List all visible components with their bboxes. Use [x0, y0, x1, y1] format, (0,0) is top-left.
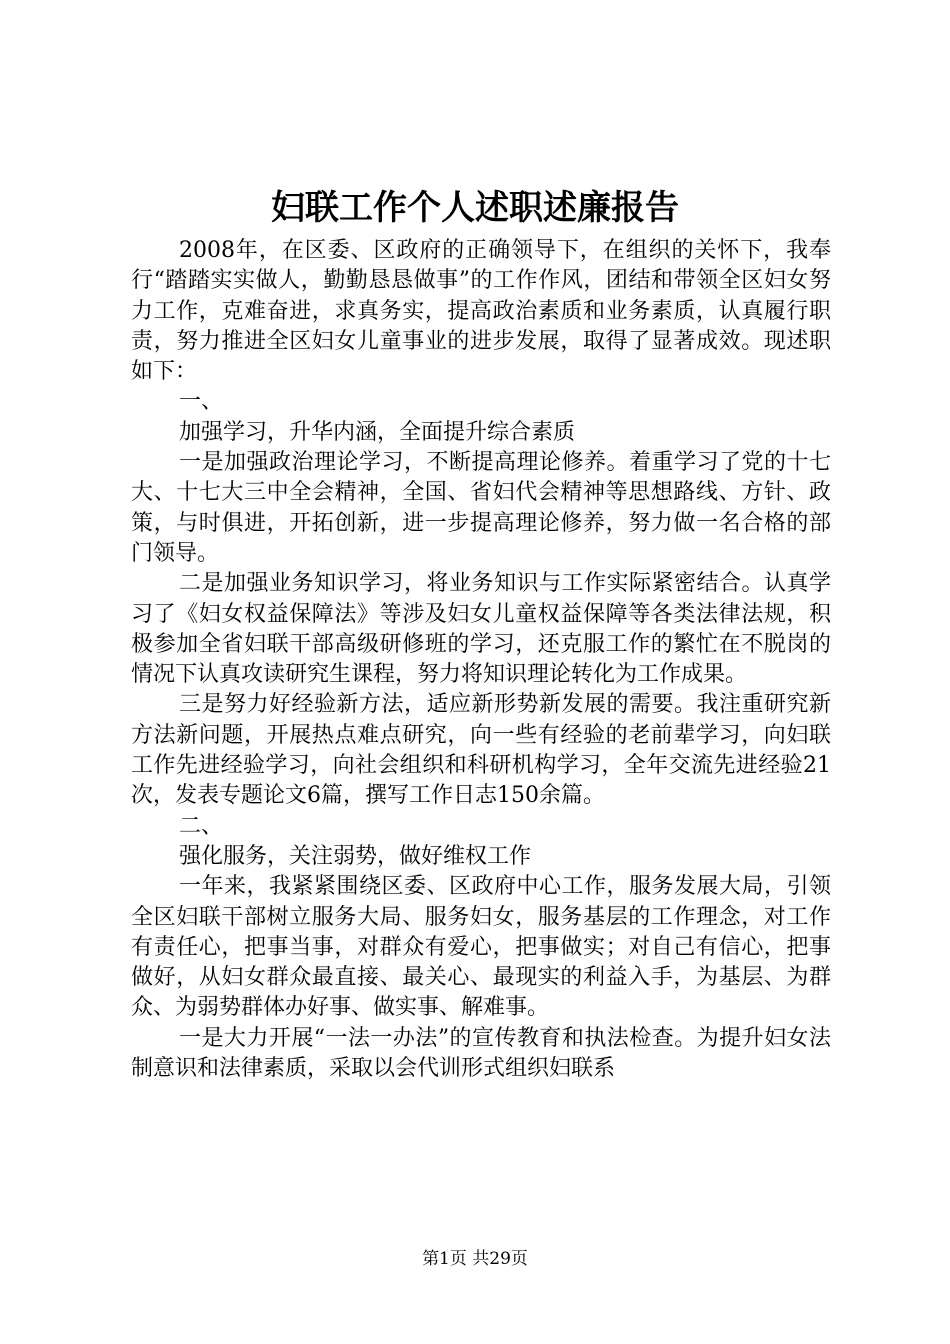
paragraph-2-intro: 一年来，我紧紧围绕区委、区政府中心工作，服务发展大局，引领全区妇联干部树立服务大局、服务妇女，服务基层的工作理念，对工作有责任心，把事当事，对群众有爱心，把事做实；对自己有信心，把事做好，从妇女群众最直接、最关心、最现实的利益入手，为基层、为群众、为弱势群体办好事、做实事、解难事。: [131, 874, 831, 1021]
paragraph-1-2: 二是加强业务知识学习，将业务知识与工作实际紧密结合。认真学习了《妇女权益保障法》等涉及妇女儿童权益保障等各类法律法规，积极参加全省妇联干部高级研修班的学习，还克服工作的繁忙在不脱岗的情况下认真攻读研究生课程，努力将知识理论转化为工作成果。: [131, 571, 831, 688]
document-title: 妇联工作个人述职述廉报告: [271, 188, 679, 228]
paragraph-2-1: 一是大力开展“一法一办法”的宣传教育和执法检查。为提升妇女法制意识和法律素质，采取以会代训形式组织妇联系: [131, 1025, 831, 1082]
paragraph-intro: 2008年，在区委、区政府的正确领导下，在组织的关怀下，我奉行“踏踏实实做人，勤勤恳恳做事”的工作作风，团结和带领全区妇女努力工作，克难奋进，求真务实，提高政治素质和业务素质，认真履行职责，努力推进全区妇女儿童事业的进步发展，取得了显著成效。现述职如下：: [131, 238, 831, 385]
paragraph-1-3: 三是努力好经验新方法，适应新形势新发展的需要。我注重研究新方法新问题，开展热点难点研究，向一些有经验的老前辈学习，向妇联工作先进经验学习，向社会组织和科研机构学习，全年交流先进经验21次，发表专题论文6篇，撰写工作日志150余篇。: [131, 692, 831, 809]
section-number-2: 二、: [179, 813, 224, 839]
section-heading-2: 强化服务，关注弱势，做好维权工作: [179, 843, 532, 869]
paragraph-1-1: 一是加强政治理论学习，不断提高理论修养。着重学习了党的十七大、十七大三中全会精神，全国、省妇代会精神等思想路线、方针、政策，与时俱进，开拓创新，进一步提高理论修养，努力做一名合格的部门领导。: [131, 450, 831, 566]
document-body: [131, 236, 831, 1084]
section-heading-1: 加强学习，升华内涵，全面提升综合素质: [179, 419, 576, 445]
page-footer: 第1页 共29页: [422, 1249, 528, 1269]
section-number-1: 一、: [179, 389, 224, 415]
